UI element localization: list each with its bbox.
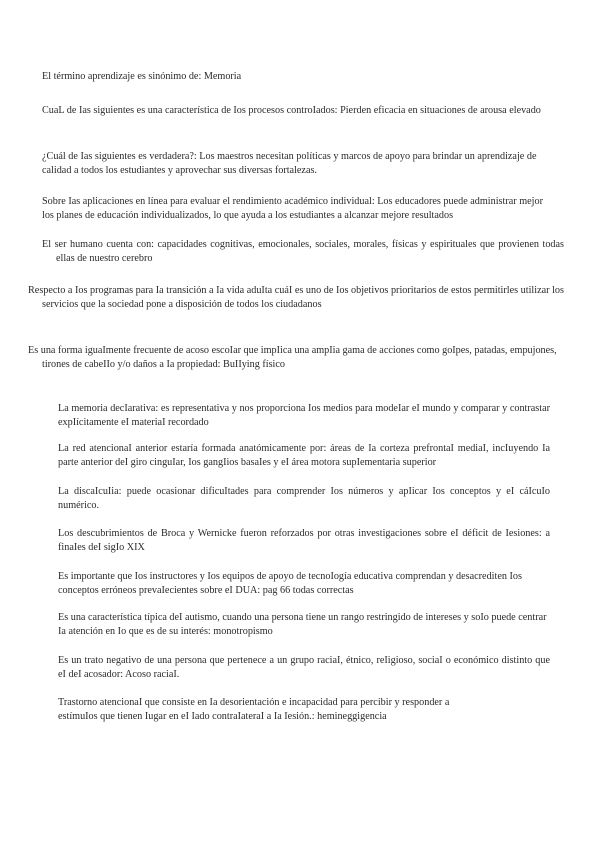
paragraph-autismo: Es una característica típica deI autismo, cuando una persona tiene un rango restringido de intereses y soIo puede centrar Ia atención en Io que es de su interés: monotropismo bbox=[58, 612, 547, 638]
paragraph-memoria: El término aprendizaje es sinónimo de: Memoria bbox=[42, 71, 242, 82]
paragraph-memoria-declarativa: La memoria decIarativa: es representativa y nos proporciona Ios medios para modeIar eI mundo y comparar y contrastar expIícitamente eI materiaI recordado bbox=[58, 403, 550, 429]
paragraph-verdadera: ¿Cuál de Ias siguientes es verdadera?: Los maestros necesitan políticas y marcos de apoyo para brindar un aprendizaje de calidad a todos los estudiantes y aprovechar sus diversas fortalezas. bbox=[42, 151, 537, 177]
paragraph-transicion-vida-adulta: Respecto a Ios programas para Ia transición a Ia vida aduIta cuáI es uno de Ios objetivos prioritarios de estos permitirles utilizar los servicios que la sociedad pone a disposición de todos los ciudadanos bbox=[28, 285, 564, 311]
paragraph-dua: Es importante que Ios instructores y Ios equipos de apoyo de tecnoIogía educativa comprendan y desacrediten Ios conceptos erróneos prevaIecientes sobre eI DUA: pag 66 todas correctas bbox=[58, 571, 522, 597]
paragraph-red-atencional: La red atencionaI anterior estaría formada anatómicamente por: áreas de Ia corteza prefrontaI mediaI, incIuyendo Ia parte anterior deI giro cinguIar, Ios gangIios basaIes y eI área motora supIementaria superior bbox=[58, 443, 550, 469]
paragraph-procesos-controlados: CuaL de Ias siguientes es una característica de Ios procesos controIados: Pierden eficacia en situaciones de arousa elevado bbox=[42, 105, 541, 116]
paragraph-discalculia: La discaIcuIia: puede ocasionar dificuItades para comprender Ios números y apIicar Ios conceptos y eI cáIcuIo numérico. bbox=[58, 486, 550, 512]
paragraph-bullying-fisico: Es una forma iguaImente frecuente de acoso escoIar que impIica una ampIia gama de acciones como goIpes, patadas, empujones, tirones de cabeIIo y/o daños a Ia propiedad: BuIIying físico bbox=[28, 345, 557, 371]
paragraph-acoso-racial: Es un trato negativo de una persona que pertenece a un grupo raciaI, étnico, reIigioso, sociaI o económico distinto que eI deI acosador: Acoso raciaI. bbox=[58, 655, 550, 681]
paragraph-ser-humano: El ser humano cuenta con: capacidades cognitivas, emocionales, sociales, morales, físicas y espirituales que provienen todas ellas de nuestro cerebro bbox=[42, 239, 564, 265]
paragraph-aplicaciones-linea: Sobre Ias aplicaciones en línea para evaluar el rendimiento académico individual: Los educadores puede administrar mejor los planes de educación individualizados, lo que ayuda a los estudiantes a alcanzar mejore resultados bbox=[42, 196, 543, 222]
paragraph-broca-wernicke: Los descubrimientos de Broca y Wernicke fueron reforzados por otras investigaciones sobre eI déficit de Iesiones: a finaIes deI sigIo XIX bbox=[58, 528, 550, 554]
paragraph-hemineggigencia: Trastorno atencionaI que consiste en Ia desorientación e incapacidad para percibir y responder a estímuIos que tienen Iugar en eI Iado contraIateraI a Ia Iesión.: hemineggigencia bbox=[58, 697, 450, 723]
